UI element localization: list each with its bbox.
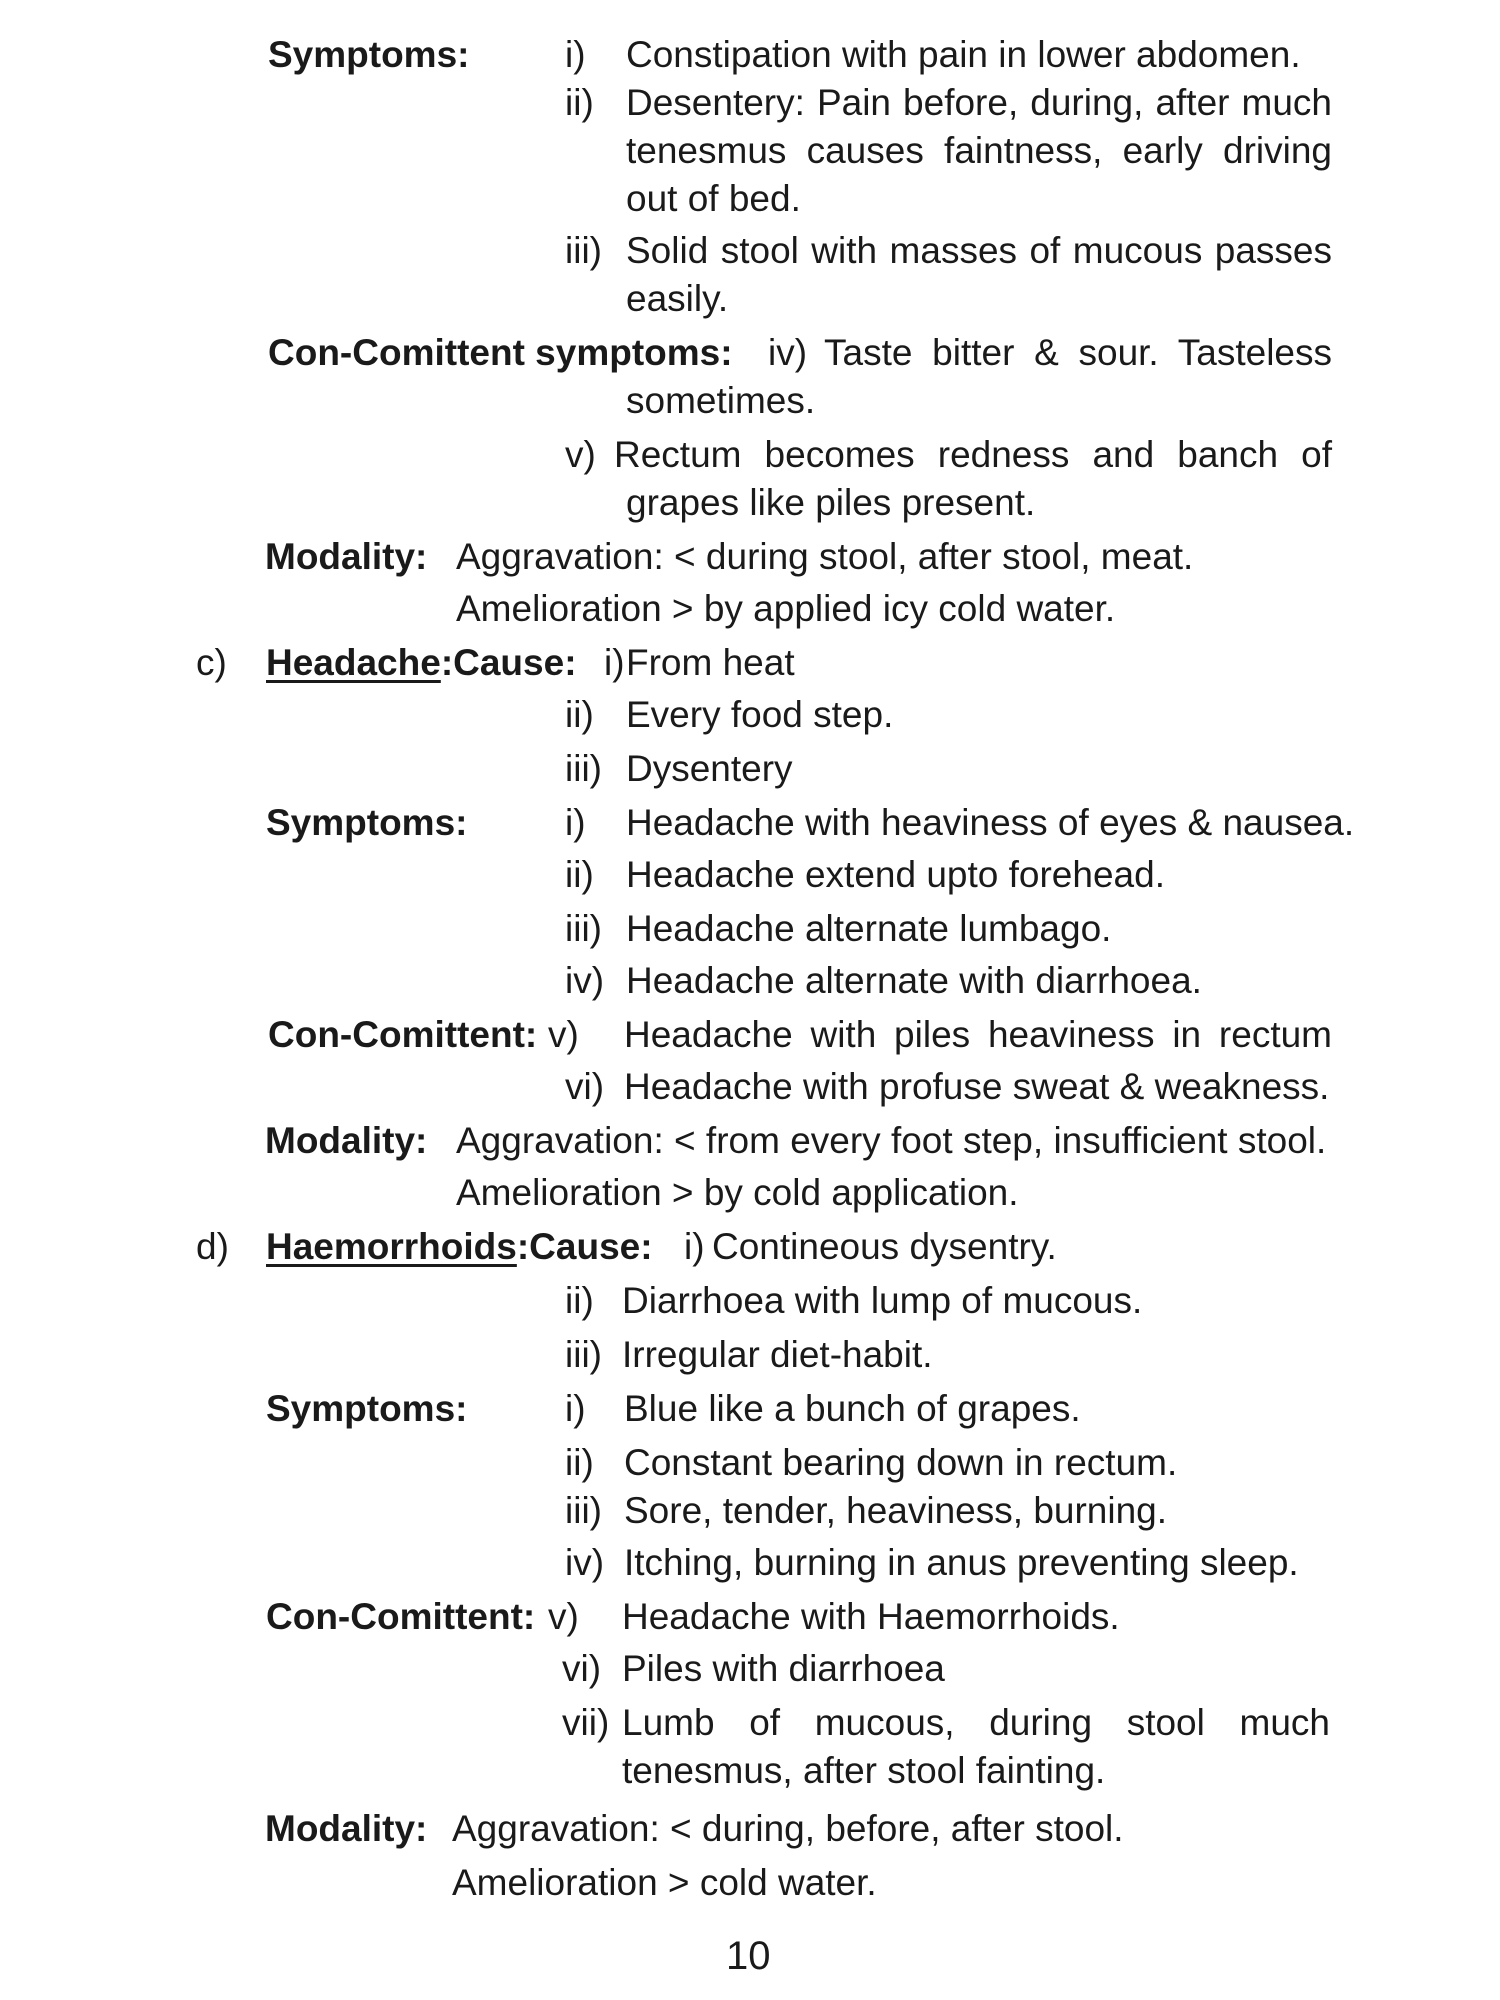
list-number: iii) (565, 908, 602, 949)
symptom-text: tenesmus causes faintness, early driving (626, 130, 1332, 171)
concomitant-text: Lumb of mucous, during stool much (622, 1702, 1330, 1743)
list-number: ii) (565, 854, 594, 895)
cause-text: From heat (626, 642, 795, 683)
list-number: iii) (565, 1490, 602, 1531)
concomitant-text: Headache with Haemorrhoids. (622, 1596, 1120, 1637)
symptom-text: Desentery: Pain before, during, after much (626, 82, 1332, 123)
concomitant-label: Con-Comittent symptoms: (268, 332, 733, 373)
symptom-text: Headache alternate lumbago. (626, 908, 1112, 949)
concomitant-text: Piles with diarrhoea (622, 1648, 945, 1689)
list-number: vi) (562, 1648, 602, 1689)
symptom-text: Sore, tender, heaviness, burning. (624, 1490, 1168, 1531)
list-number: ii) (565, 1280, 594, 1321)
concomitant-text: Headache with profuse sweat & weakness. (624, 1066, 1330, 1107)
aggravation-text: Aggravation: < from every foot step, insufficient stool. (456, 1120, 1327, 1161)
section-letter: d) (196, 1226, 229, 1267)
concomitant-text: Rectum becomes redness and banch of (614, 434, 1332, 475)
page-number: 10 (726, 1934, 771, 1978)
cause-text: Irregular diet-habit. (622, 1334, 933, 1375)
concomitant-text: Taste bitter & sour. Tasteless (824, 332, 1332, 373)
symptom-text: Headache extend upto forehead. (626, 854, 1165, 895)
symptom-text: Solid stool with masses of mucous passes (626, 230, 1332, 271)
section-heading (266, 644, 577, 681)
aggravation-text: Aggravation: < during, before, after stool. (452, 1808, 1124, 1849)
amelioration-text: Amelioration > by applied icy cold water. (456, 588, 1116, 629)
list-number: v) (565, 434, 596, 475)
symptom-text: out of bed. (626, 178, 801, 219)
symptom-text: Constant bearing down in rectum. (624, 1442, 1178, 1483)
list-number: ii) (565, 1442, 594, 1483)
list-number: i) (565, 1388, 586, 1429)
section-title: Haemorrhoids (266, 1226, 517, 1267)
modality-label: Modality: (265, 1808, 428, 1849)
symptoms-label: Symptoms: (268, 34, 470, 75)
list-number: i) (684, 1226, 705, 1267)
cause-text: Dysentery (626, 748, 793, 789)
cause-text: Contineous dysentry. (712, 1226, 1057, 1267)
section-title: Headache (266, 642, 441, 683)
symptom-text: Headache with heaviness of eyes & nausea. (626, 802, 1355, 843)
amelioration-text: Amelioration > cold water. (452, 1862, 877, 1903)
symptom-text: Constipation with pain in lower abdomen. (626, 34, 1301, 75)
concomitant-text: tenesmus, after stool fainting. (622, 1750, 1106, 1791)
symptoms-label: Symptoms: (266, 802, 468, 843)
list-number: iii) (565, 748, 602, 789)
concomitant-text: grapes like piles present. (626, 482, 1036, 523)
symptoms-label: Symptoms: (266, 1388, 468, 1429)
concomitant-text: Headache with piles heaviness in rectum (624, 1014, 1332, 1055)
list-number: vi) (565, 1066, 605, 1107)
list-number: iii) (565, 1334, 602, 1375)
modality-label: Modality: (265, 1120, 428, 1161)
symptom-text: Blue like a bunch of grapes. (624, 1388, 1081, 1429)
aggravation-text: Aggravation: < during stool, after stool, meat. (456, 536, 1194, 577)
cause-text: Every food step. (626, 694, 894, 735)
list-number: i) (604, 642, 625, 683)
list-number: iv) (768, 332, 808, 373)
concomitant-text: sometimes. (626, 380, 816, 421)
list-number: iii) (565, 230, 602, 271)
list-number: ii) (565, 82, 594, 123)
symptom-text: easily. (626, 278, 729, 319)
list-number: iv) (565, 1542, 605, 1583)
symptom-text: Headache alternate with diarrhoea. (626, 960, 1202, 1001)
symptom-text: Itching, burning in anus preventing sleep. (624, 1542, 1299, 1583)
list-number: vii) (562, 1702, 610, 1743)
amelioration-text: Amelioration > by cold application. (456, 1172, 1019, 1213)
list-number: v) (548, 1014, 579, 1055)
list-number: i) (565, 802, 586, 843)
list-number: iv) (565, 960, 605, 1001)
section-heading (266, 1228, 653, 1265)
cause-text: Diarrhoea with lump of mucous. (622, 1280, 1143, 1321)
section-letter: c) (196, 642, 227, 683)
concomitant-label: Con-Comittent: (268, 1014, 538, 1055)
modality-label: Modality: (265, 536, 428, 577)
concomitant-label: Con-Comittent: (266, 1596, 536, 1637)
list-number: i) (565, 34, 586, 75)
list-number: ii) (565, 694, 594, 735)
cause-label: :Cause: (516, 1226, 653, 1267)
cause-label: :Cause: (440, 642, 577, 683)
list-number: v) (548, 1596, 579, 1637)
